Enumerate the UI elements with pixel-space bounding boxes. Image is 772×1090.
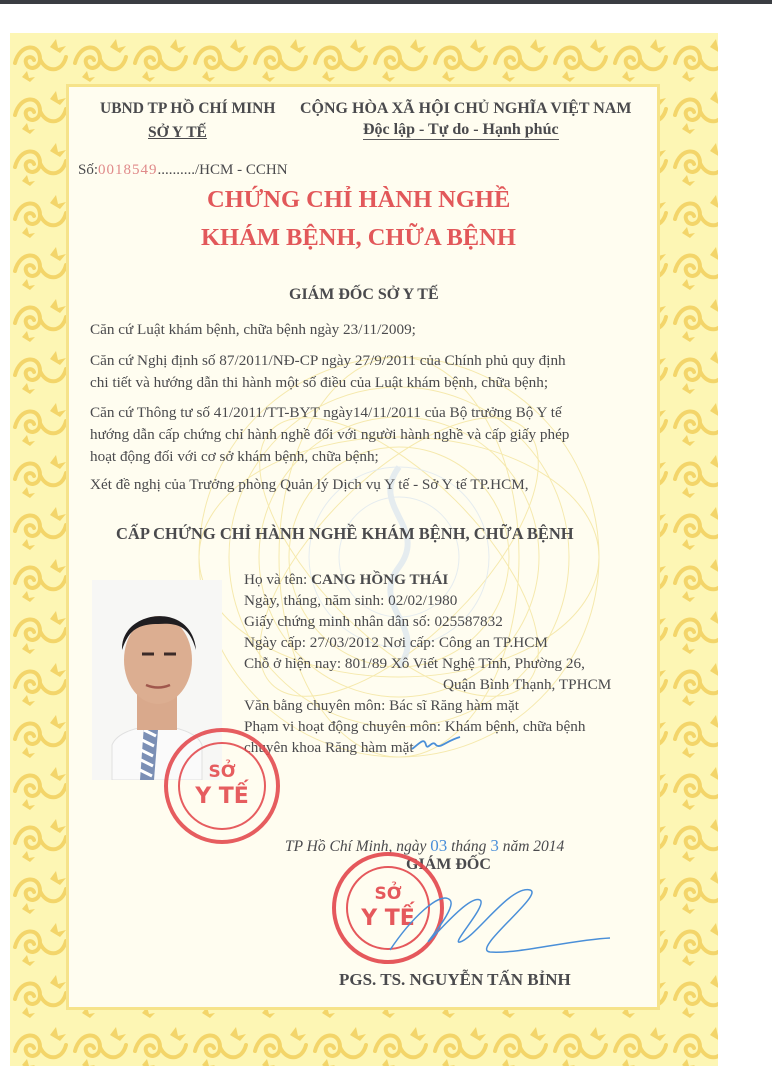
legal-basis-line: Căn cứ Thông tư số 41/2011/TT-BYT ngày14/11/2011 của Bộ trưởng Bộ Y tế: [90, 404, 562, 421]
legal-basis-4: [90, 474, 529, 496]
legal-basis-line: Xét đề nghị của Trưởng phòng Quản lý Dịch vụ Y tế - Sở Y tế TP.HCM,: [90, 476, 529, 493]
holder-id-row: [244, 613, 503, 631]
legal-basis-line: chi tiết và hướng dẫn thi hành một số điều của Luật khám bệnh, chữa bệnh;: [90, 374, 549, 391]
number-value: 0018549: [98, 162, 158, 178]
holder-address-row: [244, 655, 585, 673]
date-month-label: tháng: [447, 838, 491, 855]
holder-degree: Bác sĩ Răng hàm mặt: [389, 697, 520, 714]
number-suffix: /HCM - CCHN: [195, 162, 288, 178]
field-label: Nơi cấp:: [379, 634, 439, 651]
address-line1: 801/89 Xô Viết Nghệ Tĩnh, Phường 26,: [344, 655, 585, 672]
date-place: TP Hồ Chí Minh, ngày: [285, 838, 431, 855]
holder-dob-row: [244, 592, 457, 610]
issuing-department: SỞ Y TẾ: [148, 124, 207, 141]
issue-date-line: [285, 836, 564, 856]
holder-dob: 02/02/1980: [388, 592, 458, 609]
national-title: CỘNG HÒA XÃ HỘI CHỦ NGHĨA VIỆT NAM: [300, 100, 632, 117]
field-label: Họ và tên:: [244, 571, 312, 588]
certificate-title-line1: CHỨNG CHỈ HÀNH NGHỀ: [207, 186, 511, 213]
date-day: 03: [430, 836, 448, 855]
holder-degree-row: [244, 697, 519, 715]
field-label: Ngày, tháng, năm sinh:: [244, 592, 389, 609]
scope-line1: Khám bệnh, chữa bệnh: [444, 718, 586, 735]
official-stamp-photo: [164, 728, 280, 844]
stamp-text-line2: Y TẾ: [361, 906, 415, 931]
national-motto: [363, 121, 559, 139]
stamp-text-line1: SỞ: [374, 884, 402, 904]
legal-basis-3: [90, 402, 569, 468]
stamp-text-line2: Y TẾ: [195, 784, 249, 809]
scope-line2: chuyên khoa Răng hàm mặt: [244, 739, 414, 756]
holder-id: 025587832: [434, 613, 503, 630]
number-dots: ..........: [157, 162, 196, 178]
address-line2: Quận Bình Thạnh, TPHCM: [443, 676, 612, 693]
grant-heading: CẤP CHỨNG CHỈ HÀNH NGHỀ KHÁM BỆNH, CHỮA BỆNH: [116, 524, 574, 543]
holder-issue-row: [244, 634, 548, 652]
certificate-number: [78, 162, 288, 179]
legal-basis-1: [90, 319, 416, 341]
legal-basis-line: Căn cứ Nghị định số 87/2011/NĐ-CP ngày 27/9/2011 của Chính phủ quy định: [90, 352, 566, 369]
legal-basis-2: [90, 350, 566, 394]
legal-basis-line: Căn cứ Luật khám bệnh, chữa bệnh ngày 23/11/2009;: [90, 321, 416, 338]
holder-name: CANG HỒNG THÁI: [311, 571, 449, 588]
signer-name: PGS. TS. NGUYỄN TẤN BỈNH: [339, 970, 571, 989]
issuer-heading: GIÁM ĐỐC SỞ Y TẾ: [289, 286, 439, 303]
field-label: Chỗ ở hiện nay:: [244, 655, 345, 672]
scan-top-edge: [0, 0, 772, 4]
date-month: 3: [490, 836, 499, 855]
signer-title: GIÁM ĐỐC: [406, 856, 491, 873]
initial-mark-icon: [410, 733, 470, 755]
issue-place: Công an TP.HCM: [438, 634, 548, 651]
holder-name-row: [244, 571, 448, 589]
date-year: năm 2014: [498, 838, 565, 855]
stamp-text-line1: SỞ: [208, 762, 236, 782]
field-label: Phạm vi hoạt động chuyên môn:: [244, 718, 445, 735]
field-label: Văn bằng chuyên môn:: [244, 697, 390, 714]
legal-basis-line: hoạt động đối với cơ sở khám bệnh, chữa bệnh;: [90, 448, 379, 465]
issue-date: 27/03/2012: [309, 634, 379, 651]
issuing-authority: UBND TP HỒ CHÍ MINH: [100, 100, 276, 117]
national-motto-text: Độc lập - Tự do - Hạnh phúc: [363, 121, 559, 138]
field-label: Ngày cấp:: [244, 634, 310, 651]
field-label: Giấy chứng minh nhân dân số:: [244, 613, 435, 630]
legal-basis-line: hướng dẫn cấp chứng chỉ hành nghề đối với người hành nghề và cấp giấy phép: [90, 426, 570, 443]
number-prefix: Số:: [78, 162, 99, 178]
handwritten-signature-icon: [380, 880, 620, 960]
certificate-title-line2: KHÁM BỆNH, CHỮA BỆNH: [201, 224, 516, 251]
